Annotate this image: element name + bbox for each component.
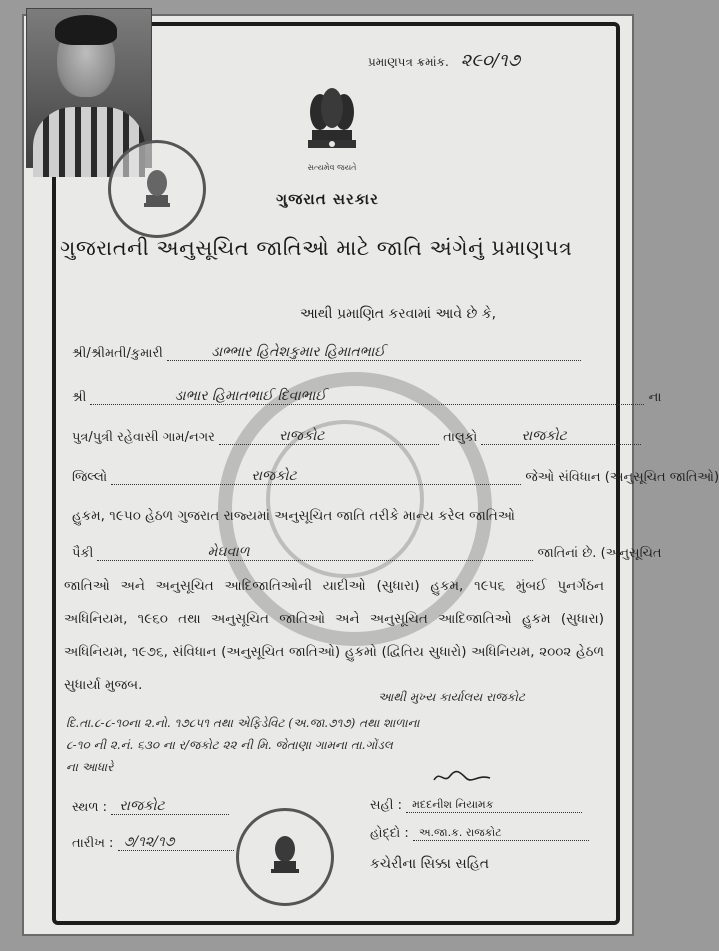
government-heading: ગુજરાત સરકાર (276, 190, 379, 208)
caste-value: મેઘવાળ (97, 544, 533, 561)
district-value: રાજકોટ (111, 468, 521, 485)
name-label: શ્રી/શ્રીમતી/કુમારી (72, 346, 163, 361)
emblem-motto: સત્યમેવ જયતે (307, 163, 357, 172)
name-value: ડાભ્ભાર હિતેશકુમાર હિમાતભાઈ (167, 344, 581, 361)
ashoka-emblem-small-icon (266, 833, 304, 881)
resident-row (72, 428, 641, 445)
handwritten-note-line-2: દિ.તા.૮-૮-૧૦ના ૨.નો. ૧૭૮૫૧ તથા એફિડેવિટ (અ.જા.૭૧૭) તથા શાળાના (66, 716, 420, 730)
order-line: હુકમ, ૧૯૫૦ હેઠળ ગુજરાત રાજ્યમાં અનુસૂચિત જાતિ તરીકે માન્ય કરેલ જાતિઓ (72, 508, 515, 524)
office-seal-top (108, 140, 206, 238)
designation-row (370, 826, 589, 841)
name-row (72, 344, 581, 361)
office-seal-line: કચેરીના સિક્કા સહિત (370, 856, 490, 872)
handwritten-note-line-4: ના આધારે (66, 760, 114, 774)
certificate-number-label: પ્રમાણપત્ર ક્રમાંક. (368, 55, 449, 69)
signature-label: સહી : (370, 798, 403, 813)
date-value: ૭/૧૨/૧૭ (118, 834, 234, 851)
district-row (72, 468, 719, 485)
handwritten-note-line-3: ૮-૧૦ ની ૨.નં. ૬૩૦ ના ર/જકોટ ૨૨ ની મિ. જેતાણા ગામના તા.ગોંડલ (66, 738, 393, 752)
place-row (72, 798, 229, 815)
resident-label: પુત્ર/પુત્રી રહેવાસી ગામ/નગર (72, 430, 215, 445)
certificate-number (368, 50, 520, 71)
date-row (72, 834, 234, 851)
handwritten-note-line-1: આથી મુખ્ય કાર્યાલય રાજકોટ (378, 690, 525, 704)
father-label: શ્રી (72, 390, 87, 405)
father-value: ડાભાર હિમાતભાઈ દિવાભાઈ (90, 388, 644, 405)
district-label: જિલ્લો (72, 470, 108, 485)
certify-line: આથી પ્રમાણિત કરવામાં આવે છે કે, (300, 306, 497, 322)
date-label: તારીખ : (72, 836, 114, 851)
caste-tail: જાતિનાં છે. (અનુસૂચિત (537, 546, 662, 561)
father-row (72, 388, 661, 405)
certificate-title: ગુજરાતની અનુસૂચિત જાતિઓ માટે જાતિ અંગેનું પ્રમાણપત્ર (60, 236, 573, 260)
national-emblem-icon (302, 82, 362, 178)
taluka-label: તાલુકો (443, 430, 478, 445)
father-suffix: ના (648, 390, 662, 405)
taluka-value: રાજકોટ (481, 428, 641, 445)
designation-label: હોદ્દો : (370, 826, 409, 841)
resident-value: રાજકોટ (219, 428, 439, 445)
official-signature (432, 768, 492, 786)
legal-body-text: જાતિઓ અને અનુસૂચિત આદિજાતિઓની યાદીઓ (સુધારા) હુકમ, ૧૯૫૬ મુંબઈ પુનર્ગઠન અધિનિયમ, ૧૯૬૦ તથા અનુસૂચિત જાતિઓ અને અનુસૂચિત આદિજાતિઓ હુકમ (સુધારા) અધિનિયમ, ૧૯૭૬, સંવિધાન (અનુસૂચિત જાતિઓ) હુકમો (દ્વિતિય સુધારો) અધિનિયમ, ૨૦૦૨ હેઠળ સુધાર્યા મુજબ. (64, 578, 604, 693)
district-tail: જેઓ સંવિધાન (અનુસૂચિત જાતિઓ) (525, 470, 719, 485)
designation-value: અ.જા.ક. રાજકોટ (413, 826, 589, 841)
caste-row (72, 544, 662, 561)
among-label: પૈકી (72, 546, 94, 561)
certificate-number-value: ૨૯૦/૧૭ (460, 50, 521, 71)
applicant-photo (26, 8, 152, 168)
office-seal-bottom (236, 808, 334, 906)
place-value: રાજકોટ (111, 798, 229, 815)
place-label: સ્થળ : (72, 800, 108, 815)
signature-row (370, 798, 582, 813)
signature-value: મદદનીશ નિયામક (406, 798, 582, 813)
photo-hair (55, 15, 117, 45)
